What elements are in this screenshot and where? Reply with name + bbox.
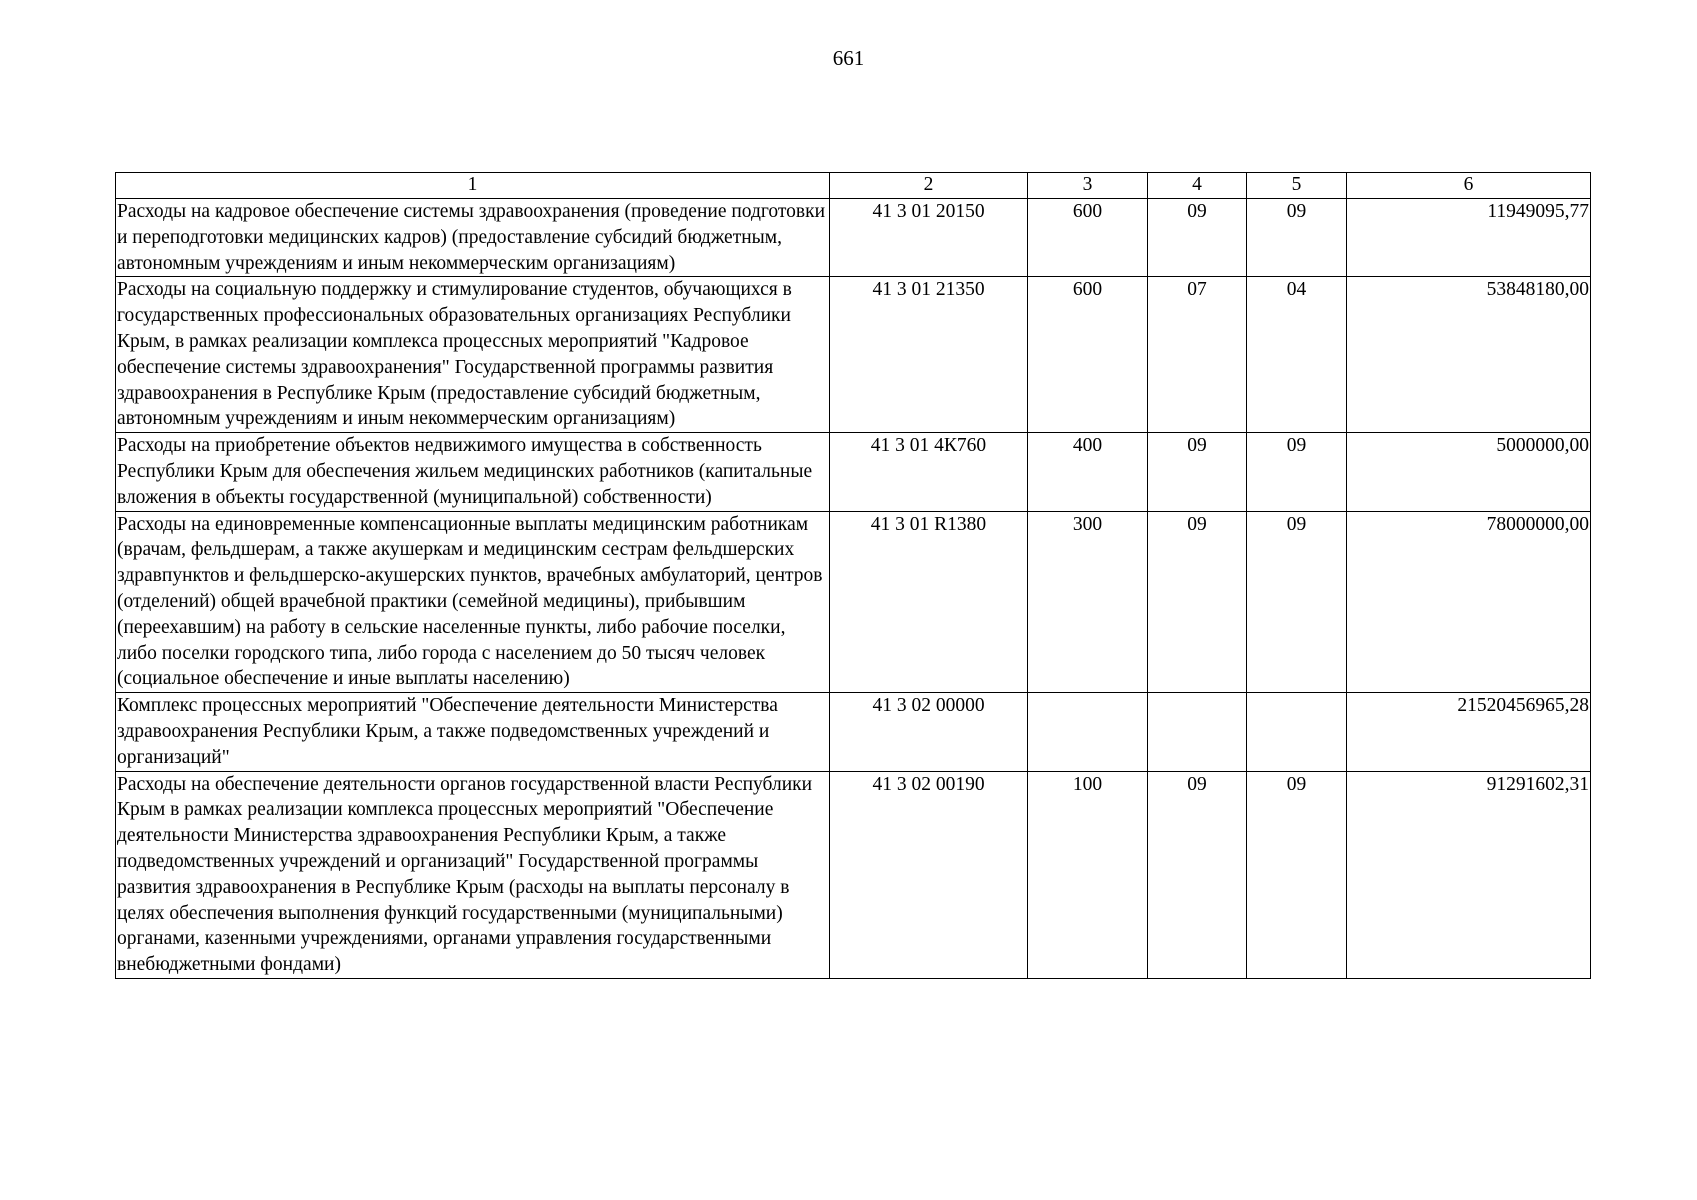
table-header-row	[116, 173, 1591, 199]
table-row	[116, 511, 1591, 693]
amount-cell: 5000000,00	[1347, 433, 1591, 511]
section-cell: 07	[1148, 277, 1247, 433]
target-code-cell: 41 3 02 00190	[830, 771, 1028, 978]
subsection-cell: 09	[1247, 433, 1347, 511]
column-header-1: 1	[116, 173, 830, 199]
amount-cell: 78000000,00	[1347, 511, 1591, 693]
expense-name-cell: Расходы на единовременные компенсационные выплаты медицинским работникам (врачам, фельдшерам, а также акушеркам и медицинским сестрам фельдшерских здравпунктов и фельдшерско-акушерских пунктов, врачебных амбулаторий, центров (отделений) общей врачебной практики (семейной медицины), прибывшим (переехавшим) на работу в сельские населенные пункты, либо рабочие поселки, либо поселки городского типа, либо города с населением до 50 тысяч человек (социальное обеспечение и иные выплаты населению)	[116, 511, 830, 693]
expense-name-cell: Расходы на обеспечение деятельности органов государственной власти Республики Крым в рамках реализации комплекса процессных мероприятий "Обеспечение деятельности Министерства здравоохранения Республики Крым, а также подведомственных учреждений и организаций" Государственной программы развития здравоохранения в Республике Крым (расходы на выплаты персоналу в целях обеспечения выполнения функций государственными (муниципальными) органами, казенными учреждениями, органами управления государственными внебюджетными фондами)	[116, 771, 830, 978]
expense-type-cell: 400	[1028, 433, 1148, 511]
target-code-cell: 41 3 01 20150	[830, 199, 1028, 277]
subsection-cell: 09	[1247, 199, 1347, 277]
column-header-3: 3	[1028, 173, 1148, 199]
table-row	[116, 199, 1591, 277]
table-row	[116, 433, 1591, 511]
table-row	[116, 771, 1591, 978]
target-code-cell: 41 3 01 R1380	[830, 511, 1028, 693]
subsection-cell: 09	[1247, 511, 1347, 693]
expense-type-cell: 600	[1028, 199, 1148, 277]
expense-type-cell	[1028, 693, 1148, 771]
table-row	[116, 277, 1591, 433]
column-header-2: 2	[830, 173, 1028, 199]
budget-table	[115, 172, 1591, 979]
expense-type-cell: 300	[1028, 511, 1148, 693]
section-cell: 09	[1148, 433, 1247, 511]
amount-cell: 91291602,31	[1347, 771, 1591, 978]
target-code-cell: 41 3 02 00000	[830, 693, 1028, 771]
target-code-cell: 41 3 01 21350	[830, 277, 1028, 433]
subsection-cell: 09	[1247, 771, 1347, 978]
subsection-cell	[1247, 693, 1347, 771]
subsection-cell: 04	[1247, 277, 1347, 433]
expense-name-cell: Расходы на приобретение объектов недвижимого имущества в собственность Республики Крым для обеспечения жильем медицинских работников (капитальные вложения в объекты государственной (муниципальной) собственности)	[116, 433, 830, 511]
section-cell: 09	[1148, 199, 1247, 277]
section-cell	[1148, 693, 1247, 771]
table-row	[116, 693, 1591, 771]
column-header-5: 5	[1247, 173, 1347, 199]
amount-cell: 53848180,00	[1347, 277, 1591, 433]
amount-cell: 21520456965,28	[1347, 693, 1591, 771]
expense-name-cell: Расходы на кадровое обеспечение системы здравоохранения (проведение подготовки и переподготовки медицинских кадров) (предоставление субсидий бюджетным, автономным учреждениям и иным некоммерческим организациям)	[116, 199, 830, 277]
amount-cell: 11949095,77	[1347, 199, 1591, 277]
column-header-4: 4	[1148, 173, 1247, 199]
target-code-cell: 41 3 01 4К760	[830, 433, 1028, 511]
page-number: 661	[832, 46, 865, 70]
section-cell: 09	[1148, 511, 1247, 693]
expense-type-cell: 600	[1028, 277, 1148, 433]
expense-type-cell: 100	[1028, 771, 1148, 978]
section-cell: 09	[1148, 771, 1247, 978]
expense-name-cell: Комплекс процессных мероприятий "Обеспечение деятельности Министерства здравоохранения Республики Крым, а также подведомственных учреждений и организаций"	[116, 693, 830, 771]
column-header-6: 6	[1347, 173, 1591, 199]
expense-name-cell: Расходы на социальную поддержку и стимулирование студентов, обучающихся в государственных профессиональных образовательных организациях Республики Крым, в рамках реализации комплекса процессных мероприятий "Кадровое обеспечение системы здравоохранения" Государственной программы развития здравоохранения в Республике Крым (предоставление субсидий бюджетным, автономным учреждениям и иным некоммерческим организациям)	[116, 277, 830, 433]
